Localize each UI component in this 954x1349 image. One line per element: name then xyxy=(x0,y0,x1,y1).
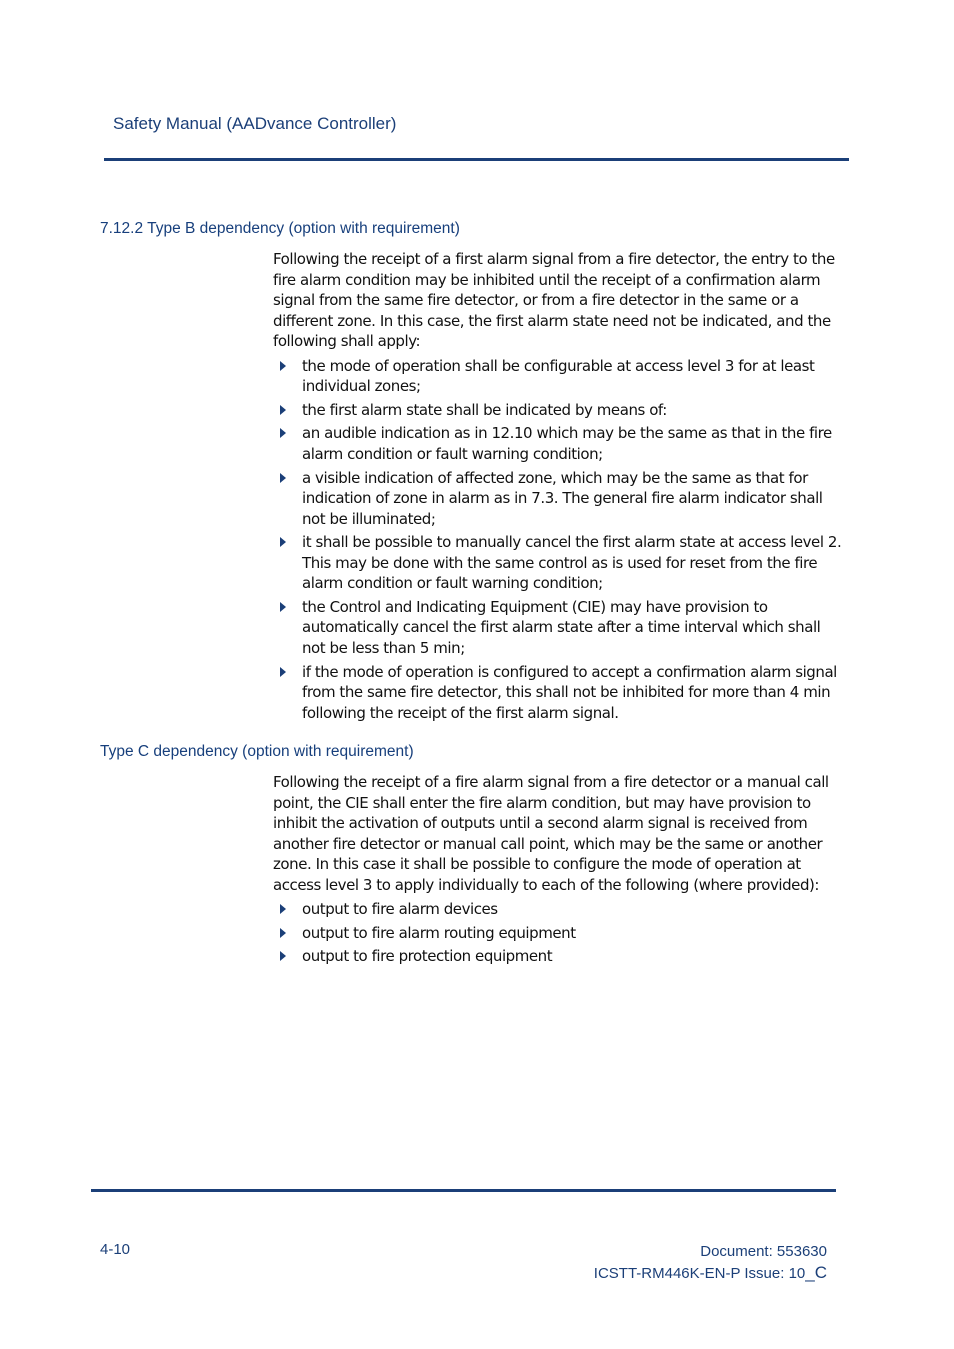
list-item xyxy=(273,597,843,659)
list-item-text: a visible indication of affected zone, which may be the same as that for indication of zone in alarm as in 7.3. The general fire alarm indicator shall not be illuminated; xyxy=(302,468,823,528)
list-item xyxy=(273,400,843,421)
bullet-arrow-icon xyxy=(280,405,286,415)
list-item xyxy=(273,423,843,464)
list-item xyxy=(273,468,843,530)
section-body-type-b xyxy=(273,249,843,726)
paragraph-type-c-intro: Following the receipt of a fire alarm signal from a fire detector or a manual call point, the CIE shall enter the fire alarm condition, but may have provision to inhibit the activation of outputs until a second alarm signal is received from another fire detector or manual call point, which may be the same or another zone. In this case it shall be possible to configure the mode of operation at access level 3 to apply individually to each of the following (where provided): xyxy=(273,773,829,894)
bullet-arrow-icon xyxy=(280,428,286,438)
document-issue-text: ICSTT-RM446K-EN-P Issue: 10 xyxy=(593,1265,806,1282)
bullet-arrow-icon xyxy=(280,361,286,371)
bullet-list-type-c xyxy=(273,899,843,967)
bullet-arrow-icon xyxy=(280,904,286,914)
footer-divider xyxy=(91,1189,836,1192)
bullet-arrow-icon xyxy=(280,537,286,547)
list-item-text: if the mode of operation is configured to accept a confirmation alarm signal from the same fire detector, this shall not be inhibited for more than 4 min following the receipt of the first alarm signal. xyxy=(302,662,837,722)
section-body-type-c xyxy=(273,772,843,970)
list-item-text: the mode of operation shall be configurable at access level 3 for at least individual zones; xyxy=(302,356,815,395)
paragraph-type-b-intro: Following the receipt of a first alarm signal from a fire detector, the entry to the fire alarm condition may be inhibited until the receipt of a confirmation alarm signal from the same fire detector, or from a fire detector in the same or a different zone. In this case, the first alarm state need not be indicated, and the following shall apply: xyxy=(273,250,835,350)
document-info xyxy=(594,1241,827,1284)
list-item-text: it shall be possible to manually cancel the first alarm state at access level 2. This may be done with the same control as is used for reset from the fire alarm condition or fault warning condition; xyxy=(302,533,842,593)
list-item-text: output to fire protection equipment xyxy=(302,947,553,966)
page-number: 4-10 xyxy=(100,1241,131,1258)
list-item xyxy=(273,899,843,920)
list-item-text: the first alarm state shall be indicated by means of: xyxy=(302,400,667,419)
header-divider xyxy=(104,158,849,161)
bullet-arrow-icon xyxy=(280,928,286,938)
bullet-arrow-icon xyxy=(280,667,286,677)
list-item-text: output to fire alarm devices xyxy=(302,900,498,918)
section-heading-type-c: Type C dependency (option with requirement) xyxy=(100,743,414,760)
list-item xyxy=(273,356,843,397)
section-heading-type-b: 7.12.2 Type B dependency (option with requirement) xyxy=(100,220,460,237)
list-item xyxy=(273,662,843,724)
list-item xyxy=(273,923,843,944)
list-item-text: output to fire alarm routing equipment xyxy=(302,923,576,942)
list-item-text: the Control and Indicating Equipment (CIE) may have provision to automatically cancel the first alarm state after a time interval which shall not be less than 5 min; xyxy=(302,597,821,657)
document-issue-suffix: _C xyxy=(805,1263,827,1282)
document-number: Document: 553630 xyxy=(700,1243,827,1260)
list-item xyxy=(273,946,843,967)
list-item-text: an audible indication as in 12.10 which may be the same as that in the fire alarm condition or fault warning condition; xyxy=(302,424,832,463)
bullet-arrow-icon xyxy=(280,473,286,483)
document-issue xyxy=(594,1262,827,1284)
list-item xyxy=(273,532,843,594)
bullet-arrow-icon xyxy=(280,951,286,961)
running-header-title: Safety Manual (AADvance Controller) xyxy=(113,114,397,133)
bullet-list-type-b xyxy=(273,356,843,724)
bullet-arrow-icon xyxy=(280,602,286,612)
